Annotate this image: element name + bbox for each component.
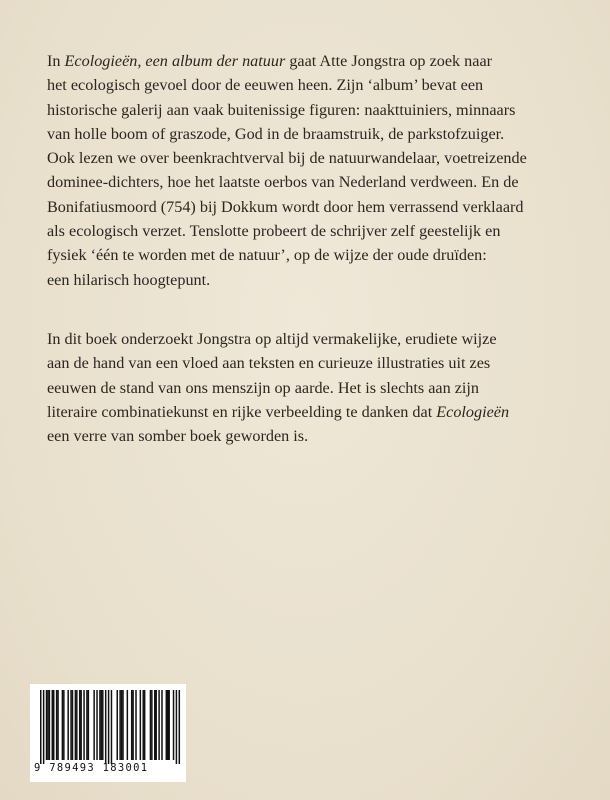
text-line bbox=[47, 170, 577, 194]
barcode-bar bbox=[122, 690, 123, 760]
barcode-bar bbox=[158, 690, 159, 760]
barcode-bar bbox=[166, 690, 167, 760]
barcode-bar bbox=[63, 690, 64, 760]
barcode-bar bbox=[47, 690, 48, 760]
text-segment: dominee-dichters, hoe het laatste oerbos van Nederland verdween. En de bbox=[47, 173, 519, 192]
text-segment: historische galerij aan vaak buitenissige figuren: naakttuiniers, minnaars bbox=[47, 100, 516, 119]
barcode-bar bbox=[140, 690, 141, 760]
barcode-bar bbox=[151, 690, 152, 760]
text-line bbox=[47, 268, 577, 292]
text-segment: aan de hand van een vloed aan teksten en curieuze illustraties uit zes bbox=[47, 354, 491, 373]
isbn-barcode bbox=[30, 684, 186, 782]
barcode-bar bbox=[116, 690, 117, 760]
text-line bbox=[47, 219, 577, 243]
barcode-bar bbox=[62, 690, 63, 760]
barcode-bar bbox=[135, 690, 136, 760]
text-line bbox=[47, 400, 577, 424]
barcode-bar bbox=[154, 690, 155, 760]
barcode-bar bbox=[167, 690, 168, 760]
barcode-bar bbox=[99, 690, 100, 760]
book-title-italic: Ecologieën, een album der natuur bbox=[64, 52, 286, 70]
barcode-bar bbox=[176, 690, 177, 764]
barcode-bar bbox=[75, 690, 76, 760]
isbn-digits: 9 789493 183001 bbox=[34, 762, 149, 774]
barcode-bar bbox=[168, 690, 169, 760]
text-segment: gaat Atte Jongstra op zoek naar bbox=[285, 52, 493, 70]
barcode-bar bbox=[131, 690, 132, 760]
text-segment: Ook lezen we over beenkrachtverval bij de natuurwandelaar, voetreizende bbox=[47, 149, 527, 168]
barcode-bar bbox=[102, 690, 103, 760]
barcode-bar bbox=[52, 690, 53, 760]
text-segment: Bonifatiusmoord (754) bij Dokkum wordt door hem verrassend verklaard bbox=[47, 197, 524, 216]
barcode-bar bbox=[53, 690, 54, 760]
text-line bbox=[47, 424, 577, 448]
barcode-bar bbox=[72, 690, 73, 760]
text-segment: fysiek ‘één te worden met de natuur’, op de wijze der oude druïden: bbox=[47, 246, 487, 265]
barcode-bar bbox=[150, 690, 151, 760]
barcode-bar bbox=[127, 690, 128, 760]
text-line bbox=[47, 376, 577, 400]
barcode-bar bbox=[161, 690, 162, 760]
barcode-bar bbox=[108, 690, 109, 764]
barcode-bar bbox=[76, 690, 77, 760]
text-line bbox=[47, 351, 577, 375]
barcode-bar bbox=[155, 690, 156, 760]
barcode-bar bbox=[56, 690, 57, 760]
text-segment: als ecologisch verzet. Tenslotte probeert de schrijver zelf geestelijk en bbox=[47, 222, 501, 241]
barcode-bar bbox=[93, 690, 94, 760]
text-line bbox=[47, 327, 577, 351]
barcode-bar bbox=[101, 690, 102, 760]
text-segment: het ecologisch gevoel door de eeuwen heen. Zijn ‘album’ bevat een bbox=[47, 76, 484, 95]
barcode-bar bbox=[46, 690, 47, 760]
barcode-bar bbox=[57, 690, 58, 760]
barcode-bar bbox=[111, 690, 112, 764]
barcode-bar bbox=[96, 690, 97, 760]
barcode-bar bbox=[144, 690, 145, 760]
barcode-bar bbox=[142, 690, 143, 760]
barcode-bars bbox=[30, 684, 186, 764]
barcode-bar bbox=[67, 690, 68, 760]
barcode-bar bbox=[132, 690, 133, 760]
barcode-bar bbox=[80, 690, 81, 760]
text-line bbox=[47, 122, 577, 146]
text-line bbox=[47, 73, 577, 97]
text-segment: In bbox=[47, 52, 65, 70]
barcode-bar bbox=[88, 690, 89, 760]
text-line bbox=[47, 49, 577, 73]
text-line bbox=[47, 195, 577, 219]
text-segment: eeuwen de stand van ons menszijn op aarde. Het is slechts aan zijn bbox=[47, 378, 479, 397]
text-segment: In dit boek onderzoekt Jongstra op altijd vermakelijke, erudiete wijze bbox=[47, 330, 497, 348]
barcode-bar bbox=[105, 690, 106, 764]
barcode-bar bbox=[49, 690, 50, 760]
barcode-bar bbox=[70, 690, 71, 760]
text-segment: literaire combinatiekunst en rijke verbeelding te danken dat bbox=[47, 402, 437, 421]
barcode-bar bbox=[40, 690, 41, 764]
barcode-bar bbox=[119, 690, 120, 760]
text-segment: een hilarisch hoogtepunt. bbox=[47, 270, 211, 289]
barcode-bar bbox=[43, 690, 44, 764]
barcode-bar bbox=[173, 690, 174, 760]
barcode-bar bbox=[86, 690, 87, 760]
text-segment: van holle boom of graszode, God in de braamstruik, de parkstofzuiger. bbox=[47, 124, 505, 143]
text-line bbox=[47, 98, 577, 122]
text-segment: een verre van somber boek geworden is. bbox=[47, 427, 309, 446]
blurb-paragraph-1 bbox=[47, 49, 577, 292]
barcode-bar bbox=[121, 690, 122, 760]
text-line bbox=[47, 146, 577, 170]
barcode-bar bbox=[83, 690, 84, 760]
barcode-bar bbox=[179, 690, 180, 764]
text-line bbox=[47, 243, 577, 267]
barcode-bar bbox=[79, 690, 80, 760]
book-title-italic: Ecologieën bbox=[436, 402, 510, 421]
blurb-paragraph-2 bbox=[47, 327, 577, 448]
